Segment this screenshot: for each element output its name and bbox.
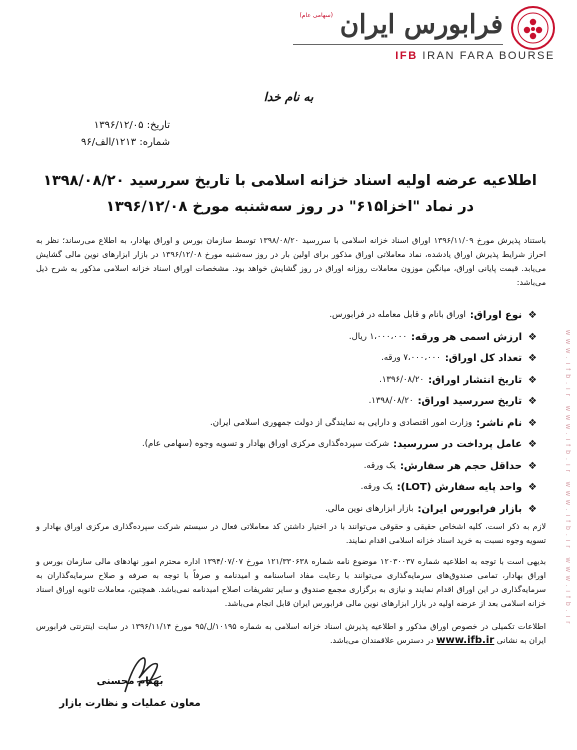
brand-name-en bbox=[293, 50, 555, 62]
diamond-bullet-icon: ❖ bbox=[528, 439, 537, 450]
diamond-bullet-icon: ❖ bbox=[528, 353, 537, 364]
note-paragraph-more-info bbox=[36, 620, 546, 660]
spec-value: ۱۳۹۶/۰۸/۲۰. bbox=[379, 374, 425, 385]
list-item bbox=[57, 456, 537, 478]
signatory-role: معاون عملیات و نظارت بازار bbox=[59, 698, 201, 709]
list-item bbox=[57, 477, 537, 499]
title-line-2: در نماد "اخزا۶۱۵" در روز سه‌شنبه مورخ ۱۳۹۶/۱۲/۰۸ bbox=[106, 199, 474, 215]
more-info-text: اطلاعات تکمیلی در خصوص اوراق مذکور و اطلاعیه پذیرش اسناد خزانه اسلامی به شماره ۱۰۱۹۵/ل/۹۵ مورخ ۱۳۹۶/۱۱/۱۴ در سایت اینترنتی فرابورس ایران به نشانی bbox=[36, 622, 547, 645]
spec-value: یک ورقه. bbox=[363, 460, 396, 471]
spec-value: ۱۳۹۸/۰۸/۲۰. bbox=[368, 396, 414, 406]
spec-label: تاریخ سررسید اوراق: bbox=[417, 396, 523, 407]
spec-value: یک ورقه. bbox=[360, 482, 393, 492]
spec-label: عامل پرداخت در سررسید: bbox=[393, 439, 523, 450]
note-paragraph-funds: بدیهی است با توجه به اطلاعیه شماره ۱۲۰۳۰۰۳۷ موضوع نامه شماره ۱۲۱/۳۳۰۶۳۸ مورخ ۱۳۹۴/۰۷/۰۷ اداره محترم امور نهادهای مالی سازمان بورس و اوراق بهادار، تمامی صندوق‌های سرمایه‌گذاری می‌توانند با رعایت مفاد اساسنامه و امیدنامه و صرفاً با توجه به صرفه و صلاح سرمایه‌گذاران به سرمایه‌گذاری در این اوراق اقدام نمایند و نیازی به برگزاری مجمع صندوق و سایر تشریفات اصلاح امیدنامه نمی‌باشد. همچنین، معاملات ثانویه اوراق اسناد خزانه اسلامی بعد از عرضه اولیه در بازار ابزارهای نوین مالی فرابورس ایران قابل انجام می‌باشد. bbox=[36, 557, 547, 608]
intro-paragraph: باستناد پذیرش مورخ ۱۳۹۶/۱۱/۰۹ اوراق اسناد خزانه اسلامی با سررسید ۱۳۹۸/۰۸/۲۰ توسط سازمان بورس و اوراق بهادار، به اطلاع می‌رساند؛ نظر به احراز شرایط پذیرش اوراق یادشده، نماد معاملاتی اوراق مذکور برای اولین بار در روز سه‌شنبه مورخ ۱۳۹۶/۱۲/۰۸ در بازار ابزارهای نوین مالی گشایش می‌یابد. قیمت پایانی اوراق، میانگین موزون معاملات روزانه اوراق در روز گشایش خواهد بود. مشخصات اوراق اسناد خزانه اسلامی مذکور به شرح ذیل می‌باشد: bbox=[36, 236, 546, 287]
diamond-bullet-icon: ❖ bbox=[528, 331, 537, 343]
list-item bbox=[57, 413, 537, 435]
spec-label: تاریخ انتشار اوراق: bbox=[428, 374, 523, 386]
list-item bbox=[57, 327, 537, 349]
spec-label: نوع اوراق: bbox=[469, 310, 523, 321]
handwritten-signature bbox=[117, 652, 167, 698]
list-item bbox=[57, 370, 537, 392]
side-watermark-strip: www.ifb.ir www.ifb.ir www.ifb.ir www.ifb.ir bbox=[564, 330, 571, 628]
ifb-logo-icon bbox=[511, 6, 555, 50]
diamond-bullet-icon: ❖ bbox=[528, 310, 537, 321]
brand-en-prefix: IFB bbox=[395, 50, 418, 62]
bismillah-heading: به نام خدا bbox=[263, 90, 314, 104]
brand-name-fa: فرابورس ایران bbox=[339, 10, 503, 40]
signatory-name: بهنام محسنی bbox=[96, 676, 164, 687]
spec-label: واحد پایه سفارش (LOT): bbox=[396, 482, 523, 493]
title-line-1: اطلاعیه عرضه اولیه اسناد خزانه اسلامی با تاریخ سررسید ۱۳۹۸/۰۸/۲۰ bbox=[43, 173, 537, 189]
list-item bbox=[57, 434, 537, 456]
spec-label: بازار فرابورس ایران: bbox=[417, 503, 523, 515]
spec-value: ۷،۰۰۰،۰۰۰ ورقه. bbox=[381, 353, 441, 363]
spec-value: شرکت سپرده‌گذاری مرکزی اوراق بهادار و تسویه وجوه (سهامی عام). bbox=[142, 439, 390, 449]
spec-label: تعداد کل اوراق: bbox=[444, 353, 523, 364]
spec-value: اوراق بانام و قابل معامله در فرابورس. bbox=[329, 310, 466, 320]
note-paragraph-eligibility: لازم به ذکر است، کلیه اشخاص حقیقی و حقوقی می‌توانند با در اختیار داشتن کد معاملاتی فعال در سیستم شرکت سپرده‌گذاری مرکزی اوراق بهادار و تسویه وجوه نسبت به خرید اسناد خزانه اسلامی اقدام نمایند. bbox=[36, 522, 546, 545]
brand-company-type: (سهامی عام) bbox=[299, 12, 333, 19]
list-item bbox=[57, 348, 537, 370]
list-item bbox=[57, 499, 537, 521]
spec-value: وزارت امور اقتصادی و دارایی به نمایندگی از دولت جمهوری اسلامی ایران. bbox=[210, 417, 473, 428]
more-info-text-end: در دسترس علاقمندان می‌باشد. bbox=[329, 636, 434, 645]
diamond-bullet-icon: ❖ bbox=[528, 503, 537, 515]
list-item bbox=[57, 391, 537, 413]
diamond-bullet-icon: ❖ bbox=[528, 460, 537, 472]
diamond-bullet-icon: ❖ bbox=[528, 374, 537, 386]
specs-list bbox=[57, 305, 537, 520]
spec-label: نام ناشر: bbox=[476, 417, 523, 429]
spec-label: حداقل حجم هر سفارش: bbox=[399, 460, 523, 472]
brand-en-name: IRAN FARA BOURSE bbox=[422, 50, 555, 62]
diamond-bullet-icon: ❖ bbox=[528, 417, 537, 429]
diamond-bullet-icon: ❖ bbox=[528, 482, 537, 493]
header-rule bbox=[293, 44, 503, 45]
spec-value: بازار ابزارهای نوین مالی. bbox=[325, 503, 414, 514]
spec-value: ۱،۰۰۰،۰۰۰ ریال. bbox=[348, 331, 408, 342]
list-item bbox=[57, 305, 537, 327]
ifb-website-link[interactable]: www.ifb.ir bbox=[436, 635, 495, 646]
spec-label: ارزش اسمی هر ورقه: bbox=[411, 331, 523, 343]
letter-date: تاریخ: ۱۳۹۶/۱۲/۰۵ bbox=[93, 120, 170, 131]
letter-number: شماره: ۱۲۱۳/الف/۹۶ bbox=[81, 137, 170, 148]
diamond-bullet-icon: ❖ bbox=[528, 396, 537, 407]
